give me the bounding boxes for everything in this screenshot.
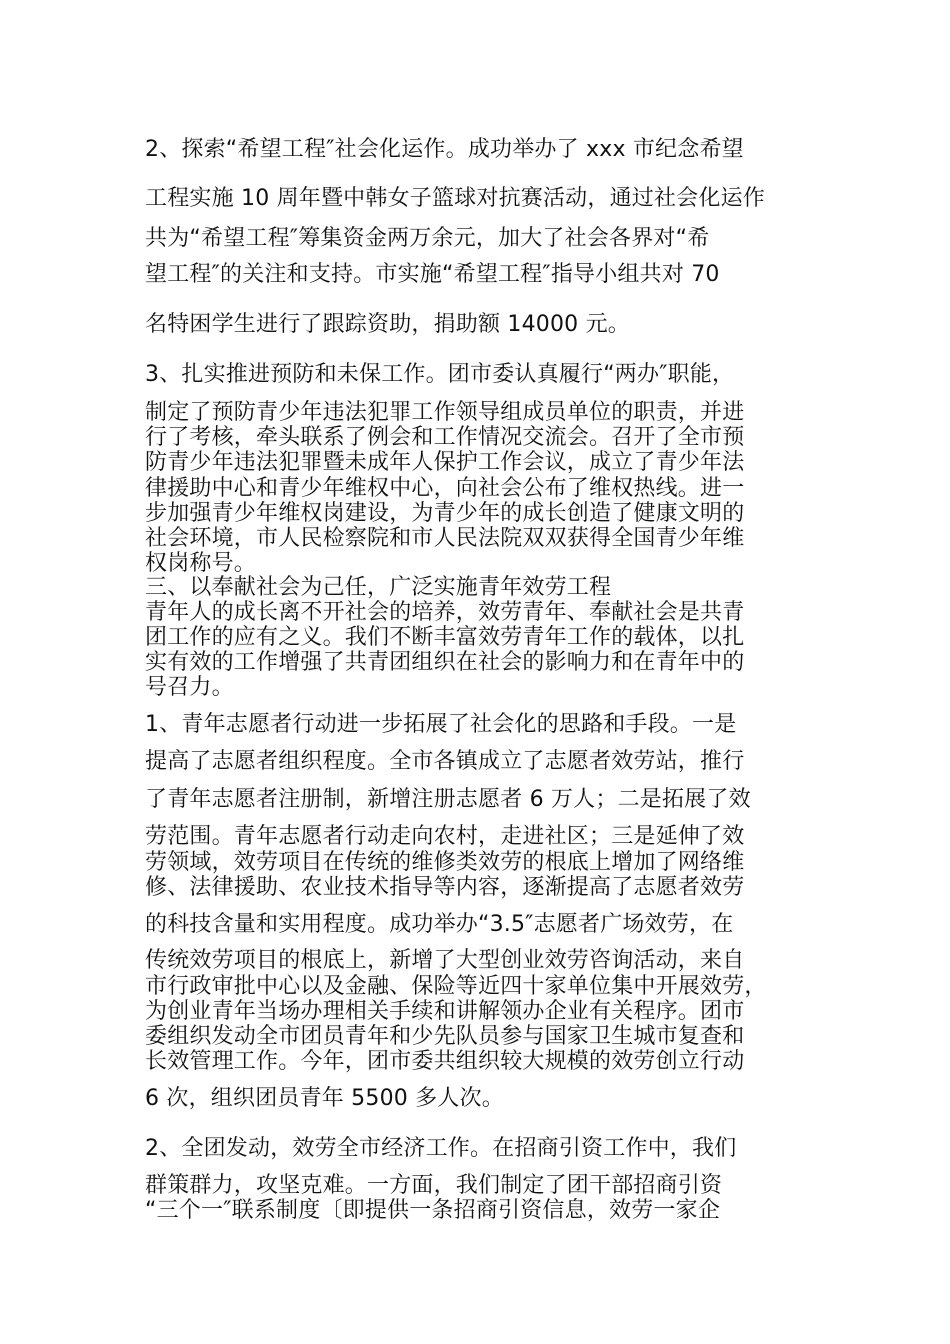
text-line: 行了考核，牵头联系了例会和工作情况交流会。召开了全市预 — [145, 425, 745, 450]
text-line: “三个一″联系制度〔即提供一条招商引资信息，效劳一家企 — [145, 1198, 721, 1223]
text-line: 权岗称号。 — [145, 551, 257, 576]
text-line: 实有效的工作增强了共青团组织在社会的影响力和在青年中的 — [145, 650, 745, 675]
text-line: 工程实施 10 周年暨中韩女子篮球对抗赛活动，通过社会化运作 — [145, 186, 765, 211]
text-line: 为创业青年当场办理相关手续和讲解领办企业有关程序。团市 — [145, 999, 745, 1024]
text-line: 防青少年违法犯罪暨未成年人保护工作会议，成立了青少年法 — [145, 450, 745, 475]
text-line: 社会环境，市人民检察院和市人民法院双双获得全国青少年维 — [145, 526, 745, 551]
text-line: 了青年志愿者注册制，新增注册志愿者 6 万人；二是拓展了效 — [145, 787, 751, 812]
text-line: 律援助中心和青少年维权中心，向社会公布了维权热线。进一 — [145, 476, 745, 501]
text-line: 共为“希望工程″筹集资金两万余元，加大了社会各界对“希 — [145, 226, 710, 251]
section-heading: 三、以奉献社会为己任，广泛实施青年效劳工程 — [145, 575, 612, 600]
text-line: 制定了预防青少年违法犯罪工作领导组成员单位的职责，并进 — [145, 400, 745, 425]
text-line: 委组织发动全市团员青年和少先队员参与国家卫生城市复查和 — [145, 1024, 745, 1049]
text-line: 长效管理工作。今年，团市委共组织较大规模的效劳创立行动 — [145, 1049, 745, 1074]
text-line: 6 次，组织团员青年 5500 多人次。 — [145, 1086, 504, 1111]
text-line: 提高了志愿者组织程度。全市各镇成立了志愿者效劳站，推行 — [145, 749, 745, 774]
text-line: 群策群力，攻坚克难。一方面，我们制定了团干部招商引资 — [145, 1173, 723, 1198]
text-line: 2、全团发动，效劳全市经济工作。在招商引资工作中，我们 — [145, 1136, 737, 1161]
text-line: 号召力。 — [145, 675, 234, 700]
text-line: 步加强青少年维权岗建设，为青少年的成长创造了健康文明的 — [145, 501, 745, 526]
text-line: 1、青年志愿者行动进一步拓展了社会化的思路和手段。一是 — [145, 712, 737, 737]
text-line: 修、法律援助、农业技术指导等内容，逐渐提高了志愿者效劳 — [145, 875, 745, 900]
text-line: 团工作的应有之义。我们不断丰富效劳青年工作的载体，以扎 — [145, 625, 745, 650]
text-line: 劳领域，效劳项目在传统的维修类效劳的根底上增加了网络维 — [145, 850, 745, 875]
text-line: 名特困学生进行了跟踪资助，捐助额 14000 元。 — [145, 312, 630, 337]
text-line: 望工程″的关注和支持。市实施“希望工程″指导小组共对 70 — [145, 262, 720, 287]
text-line: 3、扎实推进预防和未保工作。团市委认真履行“两办″职能， — [145, 362, 735, 387]
text-line: 传统效劳项目的根底上，新增了大型创业效劳咨询活动，来自 — [145, 948, 745, 973]
text-line: 市行政审批中心以及金融、保险等近四十家单位集中开展效劳， — [145, 974, 767, 999]
text-line: 的科技含量和实用程度。成功举办“3.5″志愿者广场效劳，在 — [145, 912, 734, 937]
text-line: 劳范围。青年志愿者行动走向农村，走进社区；三是延伸了效 — [145, 824, 745, 849]
text-line: 2、探索“希望工程″社会化运作。成功举办了 xxx 市纪念希望 — [145, 137, 744, 162]
text-line: 青年人的成长离不开社会的培养，效劳青年、奉献社会是共青 — [145, 600, 745, 625]
